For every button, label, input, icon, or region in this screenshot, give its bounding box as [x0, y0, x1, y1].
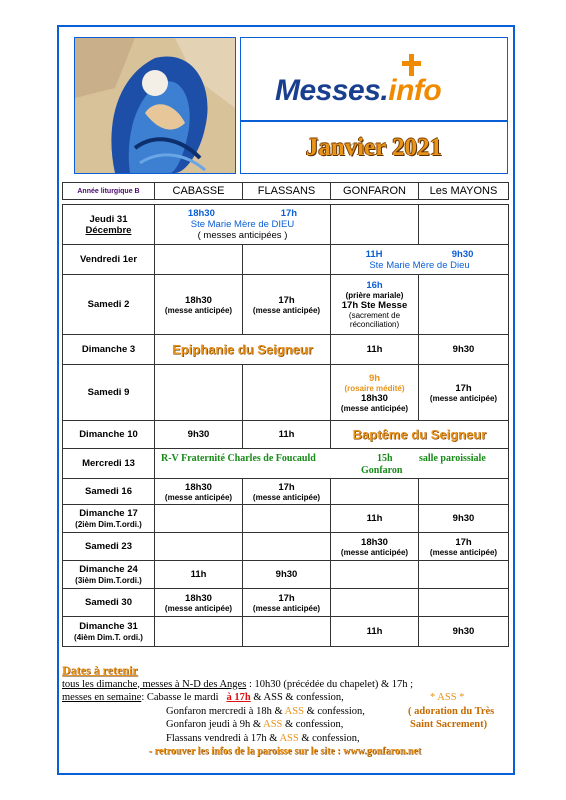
liturgical-year: Année liturgique B [63, 183, 155, 200]
schedule-cell: 9h30 [419, 505, 509, 533]
table-row [63, 365, 509, 421]
schedule-cell [331, 479, 419, 505]
schedule-cell: 18h30 (messe anticipée) [331, 533, 419, 561]
logo-text: Messes.info [275, 74, 442, 107]
day-cell: Samedi 23 [63, 533, 155, 561]
column-header: FLASSANS [243, 183, 331, 200]
schedule-cell: 17h (messe anticipée) [243, 479, 331, 505]
table-row [63, 505, 509, 533]
schedule-cell: 17h (messe anticipée) [243, 275, 331, 335]
table-header-row [63, 183, 509, 200]
event-cell: R-V Fraternité Charles de Foucauld 15h salle paroissiale Gonfaron [155, 449, 509, 479]
table-row [63, 617, 509, 647]
messes-info-logo [240, 37, 508, 121]
table-row [63, 205, 509, 245]
day-cell: Samedi 30 [63, 589, 155, 617]
dates-footer [62, 664, 508, 759]
schedule-cell: 9h30 [419, 617, 509, 647]
table-row [63, 421, 509, 449]
month-title-box [240, 121, 508, 174]
day-cell: Dimanche 17 (2ièm Dim.T.ordi.) [63, 505, 155, 533]
schedule-cell: 11h [331, 617, 419, 647]
table-row [63, 533, 509, 561]
table-row [63, 275, 509, 335]
table-row [63, 449, 509, 479]
schedule-cell [419, 275, 509, 335]
schedule-cell: 11h [155, 561, 243, 589]
schedule-cell [243, 245, 331, 275]
schedule-cell: 9h30 [419, 335, 509, 365]
footer-line: tous les dimanche, messes à N-D des Anges : 10h30 (précédée du chapelet) & 17h ; [62, 678, 414, 690]
schedule-cell: 9h30 [243, 561, 331, 589]
column-header: Les MAYONS [419, 183, 509, 200]
schedule-cell [331, 205, 419, 245]
footer-line: Flassans vendredi à 17h & ASS & confession, [166, 732, 360, 744]
schedule-cell: 18h30 (messe anticipée) [155, 589, 243, 617]
day-cell: Vendredi 1er [63, 245, 155, 275]
day-cell: Dimanche 24 (3ièm Dim.T.ordi.) [63, 561, 155, 589]
mass-schedule-table [62, 182, 509, 647]
table-row [63, 335, 509, 365]
table-row [63, 589, 509, 617]
dates-title: Dates à retenir [62, 663, 138, 677]
schedule-cell: 17h (messe anticipée) [419, 365, 509, 421]
day-cell: Dimanche 3 [63, 335, 155, 365]
schedule-cell: 17h (messe anticipée) [243, 589, 331, 617]
schedule-cell [419, 561, 509, 589]
schedule-cell: 16h (prière mariale) 17h Ste Messe (sacrement de réconciliation) [331, 275, 419, 335]
schedule-cell [243, 365, 331, 421]
schedule-cell [419, 589, 509, 617]
footer-line: Gonfaron jeudi à 9h & ASS & confession, Saint Sacrement) [166, 719, 488, 730]
schedule-cell: 18h30 17h Ste Marie Mère de DIEU ( messes anticipées ) [155, 205, 331, 245]
schedule-cell [155, 617, 243, 647]
schedule-cell [155, 245, 243, 275]
schedule-cell: 18h30 (messe anticipée) [155, 275, 243, 335]
schedule-cell [419, 205, 509, 245]
month-title: Janvier 2021 [305, 133, 443, 161]
day-cell: Samedi 16 [63, 479, 155, 505]
schedule-cell [155, 365, 243, 421]
schedule-cell [331, 589, 419, 617]
column-header: GONFARON [331, 183, 419, 200]
feast-cell: Baptême du Seigneur [331, 421, 509, 449]
schedule-cell [331, 561, 419, 589]
schedule-cell: 11h [243, 421, 331, 449]
day-cell: Mercredi 13 [63, 449, 155, 479]
schedule-cell [243, 533, 331, 561]
schedule-cell [155, 505, 243, 533]
schedule-cell [419, 479, 509, 505]
day-cell: Samedi 9 [63, 365, 155, 421]
day-cell: Dimanche 31 (4ièm Dim.T. ordi.) [63, 617, 155, 647]
schedule-cell [243, 617, 331, 647]
schedule-cell: 9h30 [155, 421, 243, 449]
day-cell: Dimanche 10 [63, 421, 155, 449]
day-cell: Jeudi 31 Décembre [63, 205, 155, 245]
day-cell: Samedi 2 [63, 275, 155, 335]
schedule-cell: 18h30 (messe anticipée) [155, 479, 243, 505]
schedule-cell: 9h (rosaire médité) 18h30 (messe anticipée) [331, 365, 419, 421]
table-row [63, 245, 509, 275]
stained-glass-image [74, 37, 236, 174]
schedule-cell [243, 505, 331, 533]
footer-line: Gonfaron mercredi à 18h & ASS & confession, ( adoration du Très [166, 705, 495, 717]
table-row [63, 479, 509, 505]
schedule-cell: 11h [331, 505, 419, 533]
table-row [63, 561, 509, 589]
schedule-cell: 11h [331, 335, 419, 365]
column-header: CABASSE [155, 183, 243, 200]
footer-line: messes en semaine: Cabasse le mardi à 17h & ASS & confession, * ASS * [62, 692, 465, 703]
website-line: - retrouver les infos de la paroisse sur le site : www.gonfaron.net [148, 746, 422, 757]
schedule-cell [155, 533, 243, 561]
feast-cell: Epiphanie du Seigneur [155, 335, 331, 365]
schedule-cell: 17h (messe anticipée) [419, 533, 509, 561]
schedule-cell: 11H 9h30 Ste Marie Mère de Dieu [331, 245, 509, 275]
